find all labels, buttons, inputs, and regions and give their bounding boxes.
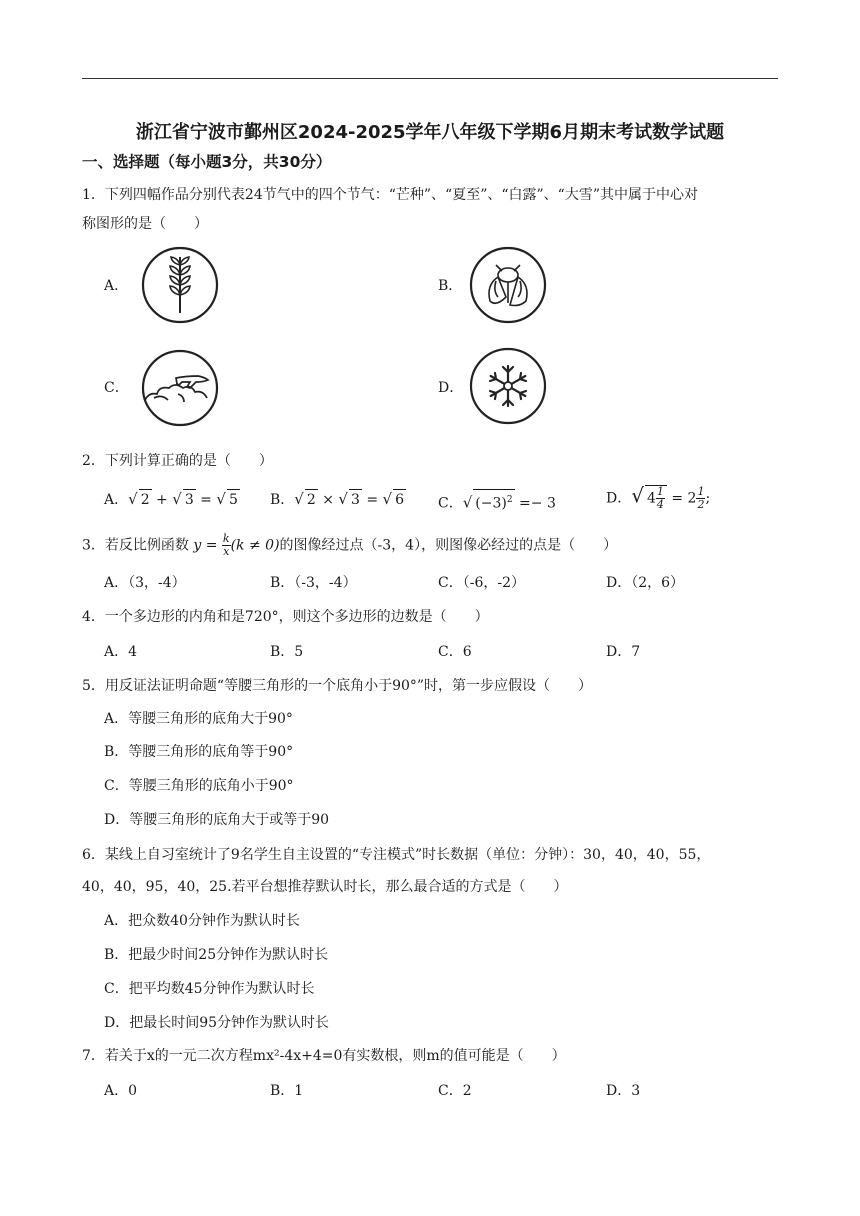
- q3-k: k: [222, 532, 230, 545]
- q2-option-d: D．√ 4 $\frac{1}{4}$ = 2 $\frac{1}{2}$ ;: [606, 483, 711, 511]
- q3-x: x: [223, 545, 230, 558]
- q2-d-numerator: 1: [656, 485, 664, 498]
- q6-option-a: A．把众数40分钟作为默认时长: [104, 913, 300, 929]
- q3-stem: [82, 533, 617, 558]
- q2-b-op: ×: [317, 492, 339, 508]
- q6-stem-line2: 40，40，95，40，25.若平台想推荐默认时长，那么最合适的方式是（ ）: [82, 879, 568, 895]
- q2-option-a-label: A．: [104, 492, 129, 508]
- q1-stem-line1: 1．下列四幅作品分别代表24节气中的四个节气：“芒种”、“夏至”、“白露”、“大雪”其中属于中心对: [82, 187, 698, 203]
- q6-stem-line1: 6．某线上自习室统计了9名学生自主设置的“专注模式”时长数据（单位：分钟）：30，40，40，55，: [82, 847, 711, 863]
- q2-d-eq: = 2: [666, 490, 697, 507]
- q1-option-b-label: B．: [438, 278, 463, 294]
- cicada-icon: [468, 245, 548, 325]
- q3-condition: (k ≠ 0): [230, 537, 280, 554]
- q2-option-c-label: C．: [438, 495, 463, 512]
- q2-a-radicand3: 5: [227, 489, 240, 510]
- q5-option-b: B．等腰三角形的底角等于90°: [104, 744, 294, 760]
- header-rule: [82, 78, 778, 79]
- q3-stem-post: 的图像经过点（-3，4），则图像必经过的点是（ ）: [279, 537, 618, 554]
- q3-option-b: B．（-3，-4）: [270, 575, 357, 591]
- q4-option-b: B．5: [270, 644, 304, 660]
- q5-stem: 5．用反证法证明命题“等腰三角形的一个底角小于90°”时，第一步应假设（ ）: [82, 678, 593, 694]
- q2-option-b-label: B．: [270, 492, 295, 508]
- q7-option-d: D．3: [606, 1083, 641, 1099]
- section-heading: 一、选择题（每小题3分，共30分）: [82, 153, 332, 171]
- q3-stem-pre: 3．若反比例函数: [82, 537, 194, 554]
- q4-option-d: D．7: [606, 644, 641, 660]
- q4-stem: 4．一个多边形的内角和是720°，则这个多边形的边数是（ ）: [82, 609, 489, 625]
- q2-d-denominator: 4: [656, 498, 664, 511]
- q2-c-radicand: (−3): [475, 495, 507, 512]
- wheat-icon: [140, 245, 220, 325]
- q2-d-denominator2: 2: [697, 498, 705, 511]
- q7-option-a: A．0: [104, 1083, 138, 1099]
- q4-option-a: A．4: [104, 644, 138, 660]
- q2-a-radicand2: 3: [183, 489, 196, 510]
- q2-option-c: C．√ $(-3)^2 =- 3$: [438, 489, 556, 514]
- bird-cloud-icon: [140, 348, 220, 428]
- q2-b-radicand1: 2: [305, 489, 318, 510]
- q1-stem-line2: 称图形的是（ ）: [82, 216, 208, 232]
- q2-option-b: B．√ 2 × √ 3 = √ 6: [270, 490, 405, 508]
- q2-d-tail: ;: [705, 490, 711, 507]
- q3-eq: =: [201, 537, 222, 554]
- q5-option-d: D．等腰三角形的底角大于或等于90: [104, 812, 330, 828]
- q2-b-radicand3: 6: [393, 489, 406, 510]
- q2-option-d-label: D．: [606, 490, 632, 507]
- snowflake-icon: [468, 346, 548, 426]
- q5-option-c: C．等腰三角形的底角小于90°: [104, 778, 294, 794]
- q7-option-b: B．1: [270, 1083, 304, 1099]
- q3-y: y: [193, 537, 202, 554]
- q3-option-c: C．（-6，-2）: [438, 575, 525, 591]
- q3-option-d: D．（2，6）: [606, 575, 685, 591]
- q7-stem: 7．若关于x的一元二次方程mx²-4x+4=0有实数根，则m的值可能是（ ）: [82, 1048, 566, 1064]
- q1-option-a-label: A．: [104, 278, 129, 294]
- q1-option-c-label: C．: [104, 380, 129, 396]
- q7-option-c: C．2: [438, 1083, 472, 1099]
- q2-a-eq: =: [195, 492, 217, 508]
- page-title: 浙江省宁波市鄞州区2024-2025学年八年级下学期6月期末考试数学试题: [135, 122, 725, 143]
- q6-option-b: B．把最少时间25分钟作为默认时长: [104, 947, 329, 963]
- q2-c-result: =− 3: [514, 495, 556, 512]
- q2-c-exponent: 2: [506, 495, 513, 505]
- q2-d-whole: 4: [646, 490, 656, 507]
- q6-option-c: C．把平均数45分钟作为默认时长: [104, 981, 315, 997]
- q2-d-numerator2: 1: [697, 485, 705, 498]
- q2-b-eq: =: [361, 492, 383, 508]
- q3-option-a: A．（3，-4）: [104, 575, 186, 591]
- q2-stem: 2．下列计算正确的是（ ）: [82, 453, 273, 469]
- q2-option-a: A．√ 2 + √ 3 = √ 5: [104, 490, 238, 508]
- q2-a-op: +: [151, 492, 173, 508]
- q5-option-a: A．等腰三角形的底角大于90°: [104, 711, 293, 727]
- q4-option-c: C．6: [438, 644, 472, 660]
- q2-b-radicand2: 3: [349, 489, 362, 510]
- q2-a-radicand1: 2: [139, 489, 152, 510]
- q6-option-d: D．把最长时间95分钟作为默认时长: [104, 1015, 330, 1031]
- q1-option-d-label: D．: [438, 380, 464, 396]
